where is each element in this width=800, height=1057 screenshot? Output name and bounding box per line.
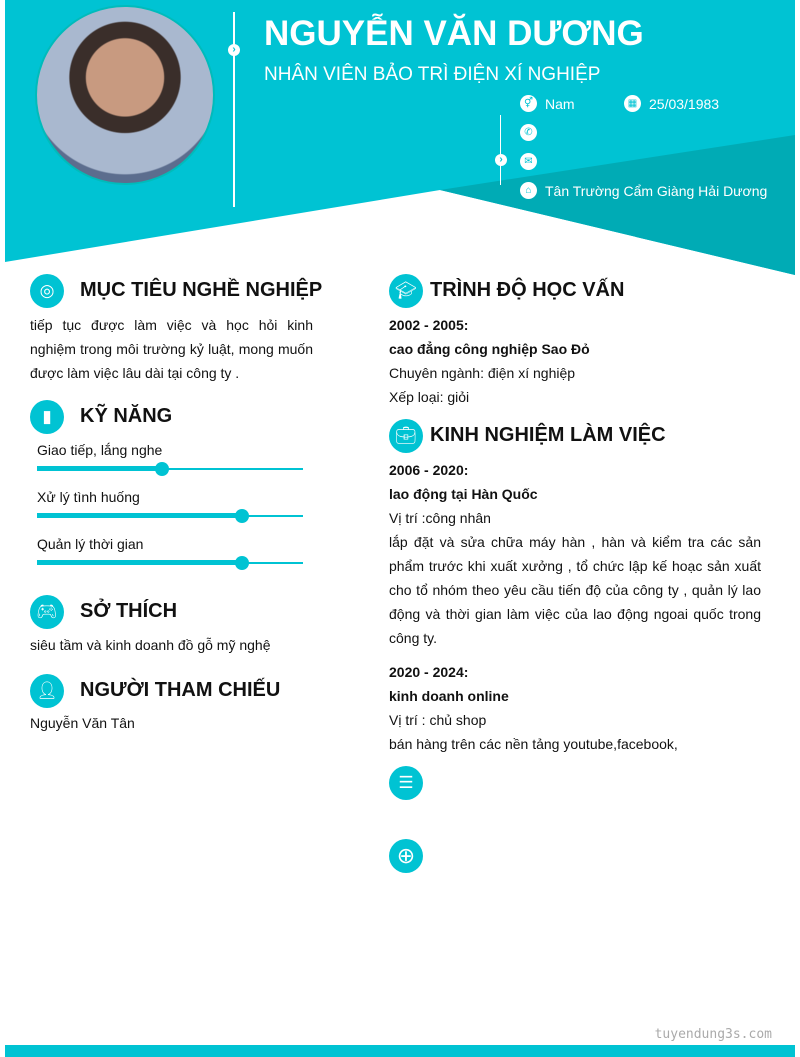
birthdate: ▦ 25/03/1983 <box>624 95 719 112</box>
education-rank: Xếp loại: giỏi <box>389 389 470 405</box>
job-entry <box>389 660 761 756</box>
skills-title: KỸ NĂNG <box>80 405 173 427</box>
education-major: Chuyên ngành: điện xí nghiệp <box>389 365 576 381</box>
address: ⌂ Tân Trường Cẩm Giàng Hải Dương <box>520 182 767 199</box>
job-description: bán hàng trên các nền tảng youtube,facebook, <box>389 736 678 752</box>
checklist-icon[interactable]: ☰ <box>389 766 423 800</box>
education-title: TRÌNH ĐỘ HỌC VẤN <box>430 279 625 301</box>
calendar-icon: ▦ <box>624 95 641 112</box>
skill-bar-fill <box>37 466 162 471</box>
skill-bar-knob <box>155 462 169 476</box>
job-position: Vị trí : chủ shop <box>389 712 487 728</box>
job-company: lao động tại Hàn Quốc <box>389 486 538 502</box>
skill-bar <box>37 562 303 564</box>
gender: ⚥ Nam <box>520 95 575 112</box>
experience-title: KINH NGHIỆM LÀM VIỆC <box>430 424 666 446</box>
watermark: tuyendung3s.com <box>654 1027 772 1042</box>
education-school: cao đẳng công nghiệp Sao Đỏ <box>389 341 590 357</box>
hobbies-text: siêu tầm và kinh doanh đồ gỗ mỹ nghệ <box>30 637 271 653</box>
job-period: 2020 - 2024: <box>389 664 469 680</box>
divider <box>500 115 501 185</box>
full-name: NGUYỄN VĂN DƯƠNG <box>264 14 644 53</box>
chevron-right-icon: › <box>495 154 507 166</box>
references-text: Nguyễn Văn Tân <box>30 715 135 731</box>
skill-label: Giao tiếp, lắng nghe <box>37 442 163 458</box>
hobbies-title: SỞ THÍCH <box>80 600 178 622</box>
skill-bar <box>37 468 303 470</box>
objective-text: tiếp tục được làm việc và học hỏi kinh nghiệm trong môi trường kỷ luật, mong muốn được làm việc lâu dài tại công ty . <box>30 317 313 381</box>
gender-icon: ⚥ <box>520 95 537 112</box>
graduation-cap-icon: 🎓︎ <box>389 274 423 308</box>
skill-bar-fill <box>37 513 242 518</box>
email <box>520 153 545 170</box>
bar-chart-icon: ▮ <box>30 400 64 434</box>
divider <box>233 12 235 207</box>
avatar-photo <box>35 5 215 185</box>
job-title: NHÂN VIÊN BẢO TRÌ ĐIỆN XÍ NGHIỆP <box>264 64 601 85</box>
job-position: Vị trí :công nhân <box>389 510 491 526</box>
gamepad-icon: 🎮︎ <box>30 595 64 629</box>
skill-bar <box>37 515 303 517</box>
user-icon: 👤︎ <box>30 674 64 708</box>
footer-bar <box>5 1045 795 1057</box>
objective-title: MỤC TIÊU NGHỀ NGHIỆP <box>80 279 323 301</box>
home-icon: ⌂ <box>520 182 537 199</box>
phone <box>520 124 545 141</box>
add-section-button[interactable]: ⊕ <box>389 839 423 873</box>
briefcase-icon: 💼︎ <box>389 419 423 453</box>
skill-bar-knob <box>235 509 249 523</box>
job-entry <box>389 458 761 650</box>
skill-bar-knob <box>235 556 249 570</box>
skill-label: Quản lý thời gian <box>37 536 144 552</box>
phone-icon: ✆ <box>520 124 537 141</box>
skill-bar-fill <box>37 560 242 565</box>
job-company: kinh doanh online <box>389 688 509 704</box>
chevron-right-icon: › <box>228 44 240 56</box>
job-description: lắp đặt và sửa chữa máy hàn , hàn và kiểm tra các sản phẩm trước khi xuất xưởng , tổ chức lập kế hoạc sản xuất cho tổ nhóm theo yêu cầu tiến độ của công ty , quản lý lao động và thời gian làm việc của lao động ngoai quốc trong công ty. <box>389 534 761 646</box>
references-title: NGƯỜI THAM CHIẾU <box>80 679 281 701</box>
skill-label: Xử lý tình huống <box>37 489 140 505</box>
job-period: 2006 - 2020: <box>389 462 469 478</box>
email-icon: ✉ <box>520 153 537 170</box>
target-icon: ◎ <box>30 274 64 308</box>
education-period: 2002 - 2005: <box>389 317 469 333</box>
